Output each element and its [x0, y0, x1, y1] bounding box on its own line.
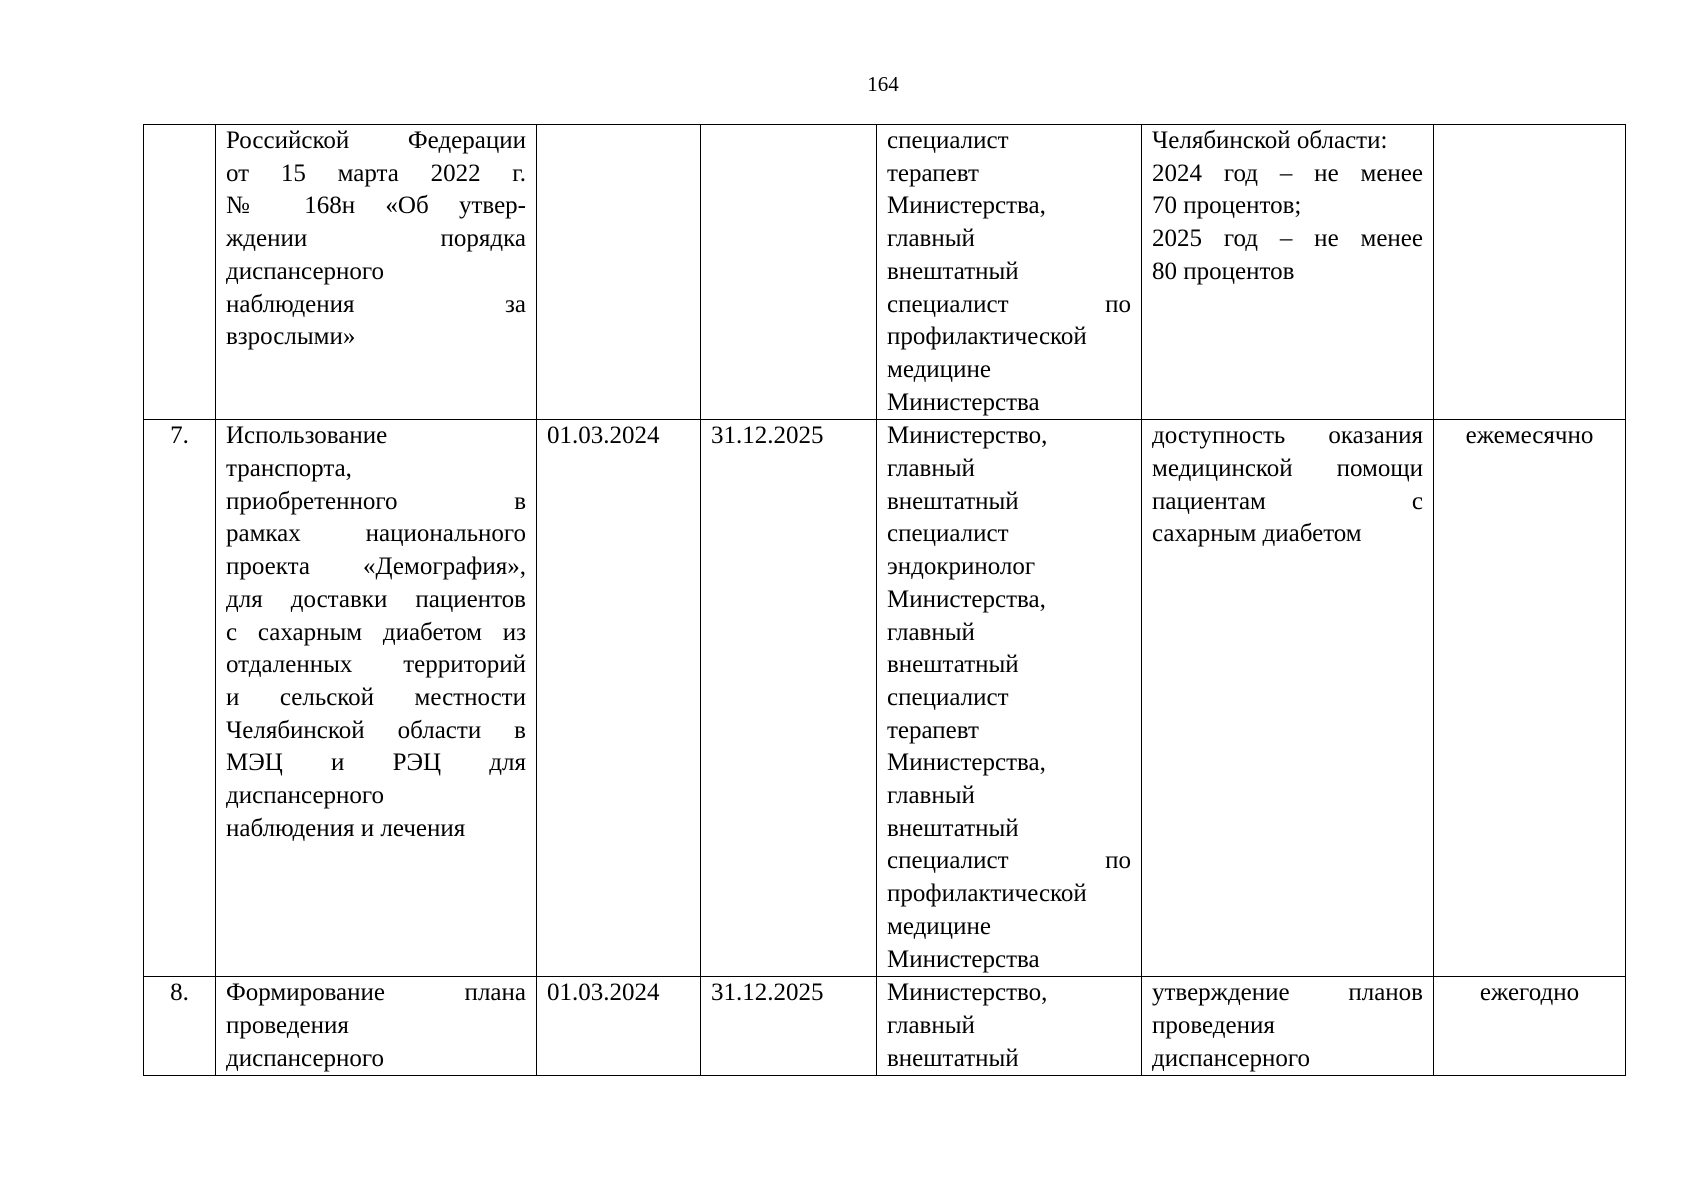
text-line: рамках национального: [226, 520, 526, 548]
text-line: специалист: [887, 683, 1009, 711]
text-line: приобретенного в: [226, 487, 526, 515]
text-line: взрослыми»: [226, 323, 356, 351]
text-line: внештатный: [887, 257, 1019, 285]
text-line: проведения: [226, 1012, 349, 1040]
text-line: терапевт: [887, 159, 979, 187]
text-line: внештатный: [887, 487, 1019, 515]
text-line: отдаленных территорий: [226, 651, 526, 679]
start-date-cell: 01.03.2024: [537, 420, 701, 977]
end-date-cell: 31.12.2025: [701, 420, 877, 977]
text-line: специалист по: [887, 847, 1131, 875]
text-line: диспансерного: [1152, 1044, 1311, 1072]
text-line: наблюдения за: [226, 290, 526, 318]
text-line: главный: [887, 1012, 975, 1040]
text-line: специалист по: [887, 290, 1131, 318]
text-line: проекта «Демография»,: [226, 553, 526, 581]
responsible-cell: [877, 125, 1142, 420]
text-line: МЭЦ и РЭЦ для: [226, 749, 526, 777]
periodicity-cell: ежегодно: [1434, 977, 1626, 1076]
measure-name-cell: [216, 977, 537, 1076]
responsible-cell: [877, 977, 1142, 1076]
text-line: транспорта,: [226, 455, 352, 483]
text-line: Министерство,: [887, 422, 1048, 450]
text-line: специалист: [887, 520, 1009, 548]
text-line: главный: [887, 455, 975, 483]
periodicity-cell: [1434, 125, 1626, 420]
text-line: 80 процентов: [1152, 257, 1295, 285]
row-number-cell: [144, 125, 216, 420]
text-line: Министерства,: [887, 585, 1046, 613]
end-date-cell: [701, 125, 877, 420]
indicator-cell: [1142, 977, 1434, 1076]
responsible-cell: [877, 420, 1142, 977]
text-line: Министерства,: [887, 192, 1046, 220]
text-line: внештатный: [887, 1044, 1019, 1072]
text-line: диспансерного: [226, 782, 385, 810]
text-line: Использование: [226, 422, 388, 450]
text-line: специалист: [887, 127, 1009, 154]
text-line: профилактической: [887, 880, 1087, 908]
text-line: Министерства: [887, 388, 1040, 416]
measures-table: [143, 124, 1626, 1076]
text-line: для доставки пациентов: [226, 585, 526, 613]
text-line: с сахарным диабетом из: [226, 618, 526, 646]
text-line: проведения: [1152, 1012, 1275, 1040]
text-line: от 15 марта 2022 г.: [226, 159, 526, 187]
indicator-cell: [1142, 420, 1434, 977]
text-line: Министерство,: [887, 979, 1048, 1007]
text-line: терапевт: [887, 716, 979, 744]
text-line: 2024 год – не менее: [1152, 159, 1423, 187]
text-line: профилактической: [887, 323, 1087, 351]
table-row: [144, 125, 1626, 420]
page-number: 164: [867, 72, 899, 96]
periodicity-cell: ежемесячно: [1434, 420, 1626, 977]
row-number-cell: 8.: [144, 977, 216, 1076]
text-line: внештатный: [887, 814, 1019, 842]
text-line: Министерства,: [887, 749, 1046, 777]
text-line: главный: [887, 225, 975, 253]
text-line: 70 процентов;: [1152, 192, 1302, 220]
text-line: доступность оказания: [1152, 422, 1423, 450]
text-line: ждении порядка: [226, 225, 526, 253]
text-line: Челябинской области в: [226, 716, 526, 744]
text-line: наблюдения и лечения: [226, 814, 466, 842]
text-line: 2025 год – не менее: [1152, 225, 1423, 253]
text-line: диспансерного: [226, 257, 385, 285]
text-line: пациентам с: [1152, 487, 1423, 515]
text-line: утверждение планов: [1152, 979, 1423, 1007]
start-date-cell: 01.03.2024: [537, 977, 701, 1076]
measure-name-cell: [216, 420, 537, 977]
text-line: медицине: [887, 912, 991, 940]
row-number-cell: 7.: [144, 420, 216, 977]
table-row: [144, 420, 1626, 977]
text-line: главный: [887, 618, 975, 646]
text-line: Формирование плана: [226, 979, 526, 1007]
text-line: главный: [887, 782, 975, 810]
text-line: Челябинской области:: [1152, 127, 1388, 154]
text-line: внештатный: [887, 651, 1019, 679]
text-line: Российской Федерации: [226, 127, 526, 154]
text-line: медицине: [887, 355, 991, 383]
text-line: № 168н «Об утвер-: [226, 192, 526, 220]
text-line: сахарным диабетом: [1152, 520, 1362, 548]
indicator-cell: [1142, 125, 1434, 420]
end-date-cell: 31.12.2025: [701, 977, 877, 1076]
table-row: [144, 977, 1626, 1076]
start-date-cell: [537, 125, 701, 420]
text-line: медицинской помощи: [1152, 455, 1423, 483]
text-line: эндокринолог: [887, 553, 1036, 581]
text-line: и сельской местности: [226, 683, 526, 711]
text-line: диспансерного: [226, 1044, 385, 1072]
text-line: Министерства: [887, 945, 1040, 973]
measure-name-cell: [216, 125, 537, 420]
